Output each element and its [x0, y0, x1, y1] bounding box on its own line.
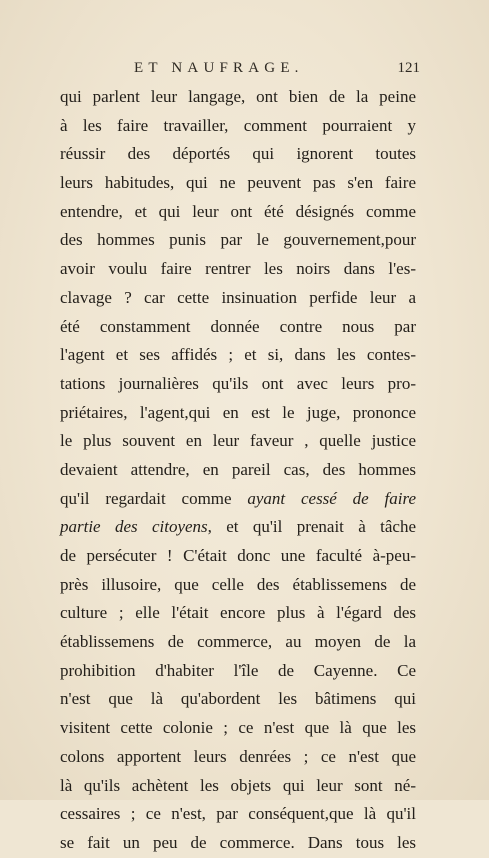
text-line: le plus souvent en leur faveur , quelle justice [60, 431, 416, 451]
text-line: à les faire travailler, comment pourraient y [60, 115, 416, 135]
body-text [60, 83, 416, 858]
italic-phrase: partie des citoyens [60, 517, 208, 537]
page-number: 121 [397, 60, 420, 76]
text-line: culture ; elle l'était encore plus à l'égard des [60, 603, 416, 623]
text-line: priétaires, l'agent,qui en est le juge, prononce [60, 402, 416, 422]
text-span: qu'il regardait comme [60, 488, 232, 508]
text-line-mixed [60, 485, 416, 514]
text-line: devaient attendre, en pareil cas, des hommes [60, 459, 416, 479]
text-line: cessaires ; ce n'est, par conséquent,que là qu'il [60, 804, 416, 824]
text-line-mixed [60, 513, 416, 542]
text-line: clavage ? car cette insinuation perfide leur a [60, 287, 416, 307]
text-line: été constamment donnée contre nous par [60, 316, 416, 336]
text-line: là qu'ils achètent les objets qui leur sont né- [60, 775, 416, 795]
text-line: de persécuter ! C'était donc une faculté à-peu- [60, 546, 416, 565]
text-line: l'agent et ses affidés ; et si, dans les contes- [60, 345, 416, 365]
text-line: qui parlent leur langage, ont bien de la peine [60, 87, 416, 106]
running-head: ET NAUFRAGE. [134, 60, 304, 76]
text-line: visitent cette colonie ; ce n'est que là que les [60, 718, 416, 738]
text-line: entendre, et qui leur ont été désignés comme [60, 201, 416, 221]
text-span: , et qu'il prenait à tâche [207, 517, 416, 537]
text-line: tations journalières qu'ils ont avec leurs pro- [60, 373, 416, 393]
text-line: colons apportent leurs denrées ; ce n'est que [60, 746, 416, 766]
text-line: près illusoire, que celle des établissemens de [60, 574, 416, 594]
text-line: n'est que là qu'abordent les bâtimens qui [60, 689, 416, 709]
page-header [60, 60, 420, 84]
text-line: établissemens de commerce, au moyen de la [60, 632, 416, 652]
italic-phrase: ayant cessé de faire [247, 488, 416, 508]
text-line: se fait un peu de commerce. Dans tous les [60, 832, 416, 852]
text-line: leurs habitudes, qui ne peuvent pas s'en faire [60, 173, 416, 193]
text-line: des hommes punis par le gouvernement,pour [60, 230, 416, 250]
text-line: prohibition d'habiter l'île de Cayenne. Ce [60, 660, 416, 680]
text-line: réussir des déportés qui ignorent toutes [60, 144, 416, 164]
text-line: avoir voulu faire rentrer les noirs dans l'es- [60, 259, 416, 279]
